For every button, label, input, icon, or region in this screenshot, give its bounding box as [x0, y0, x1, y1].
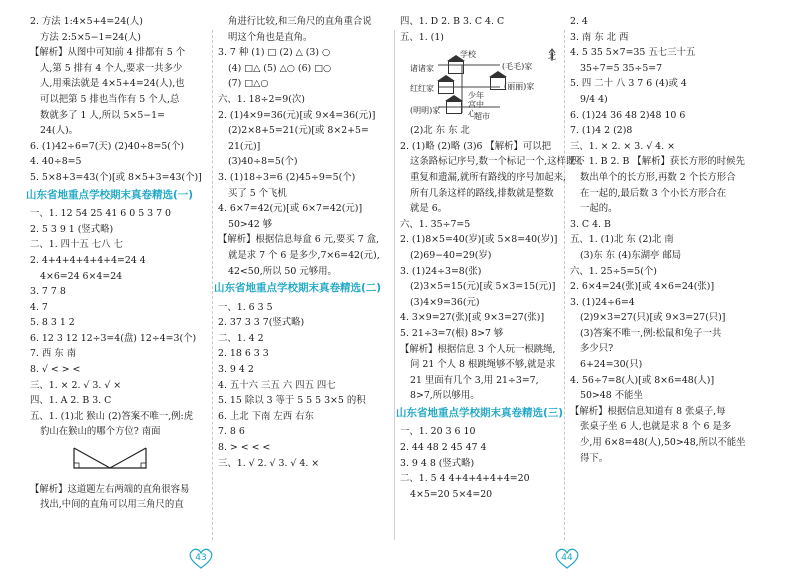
answer-line: 2. 4	[570, 16, 588, 27]
answer-line: 就是求 7 个 6 是多少,7×6=42(元),	[228, 249, 380, 261]
section-title-3: 山东省地重点学校期末真卷精选(三)	[396, 406, 564, 419]
answer-line: 找出,中间的直角可以用三角尺的直	[40, 499, 184, 511]
answer-line: 2. 方法 1:4×5+4=24(人)	[30, 16, 143, 27]
answer-line: (4) □△ (5) △○ (6) □○	[228, 62, 332, 74]
answer-line: 5. 15 除以 3 等于 5 5 5 3×5 的积	[218, 395, 366, 407]
answer-line: 50>48 不能坐	[580, 390, 643, 402]
answer-line: 四、1. D 2. B 3. C 4. C	[400, 16, 505, 27]
col3-answers-after2	[400, 424, 560, 502]
right-angle-figure	[70, 444, 150, 472]
column-4	[570, 14, 770, 466]
page-spine	[394, 30, 395, 540]
answer-line: 6. (1)24 36 48 2)48 10 6	[570, 109, 686, 121]
answer-line: 一、1. 12 54 25 41 6 0 5 3 7 0	[30, 208, 172, 220]
answer-line: 2. 37 3 3 7(竖式略)	[218, 317, 305, 329]
answer-line: 3. 7 种 (1) □ (2) △ (3) ○	[218, 47, 331, 59]
answer-line: 2. 5 3 9 1 (竖式略)	[30, 223, 114, 235]
answer-line: 【解析】根据信息每盒 6 元,要买 7 盒,	[218, 234, 380, 246]
col1-note	[30, 482, 208, 513]
answer-line: 多少只?	[580, 343, 614, 355]
answer-line: (3)答案不唯一,例:松鼠和兔子一共	[580, 327, 722, 339]
answer-line: 【解析】根据信息 3 个人玩一根跳绳,	[400, 343, 556, 355]
answer-line: 42<50,所以 50 元够用。	[228, 265, 337, 277]
answer-line: 6. (1)42÷6=7(天) (2)40÷8=5(个)	[30, 140, 184, 152]
answer-line: 二、1. 四十五 七八 七	[30, 239, 123, 251]
answer-line: 4. 40÷8=5	[30, 156, 82, 168]
answer-line: 50>42 够	[228, 218, 273, 230]
answer-line: 5. 21÷3=7(根) 8>7 够	[400, 327, 504, 339]
answer-line: 2. 18 6 3 3	[218, 348, 269, 360]
answer-line: 明这个角也是直角。	[228, 31, 313, 43]
diagram-label-center: 少年宫中心	[468, 91, 484, 119]
answer-line: 3. 9 4 8 (竖式略)	[400, 457, 475, 469]
column-3	[396, 14, 585, 502]
answer-line: 4. 五十六 三五 六 四五 四七	[218, 379, 336, 391]
answer-line: (2)2×8+5=21(元)[或 8×2+5=	[228, 125, 369, 137]
answer-line: 五、1. (1)	[400, 31, 444, 43]
answer-line: 六、1. 35÷7=5	[400, 218, 471, 230]
answer-line: 在一起的,最后数 3 个小长方形合在	[580, 187, 727, 199]
answer-line: 一、1. 6 3 5	[218, 301, 273, 313]
answer-line: 4. 56÷7=8(人)[或 8×6=48(人)]	[570, 374, 715, 386]
answer-line: 5. 8 3 1 2	[30, 317, 75, 329]
answer-line: (3)4×9=36(元)	[410, 296, 480, 308]
diagram-label-honghong: 红红家	[410, 84, 434, 94]
answer-line: 6. 12 3 12 12÷3=4(盘) 12÷4=3(个)	[30, 332, 197, 344]
answer-line: 一、1. 20 3 6 10	[400, 426, 476, 438]
answer-line: 一起的。	[580, 203, 618, 215]
answer-line: 少,用 6×8=48(人),50>48,所以不能坐	[580, 437, 746, 449]
diagram-label-market: 超市	[474, 112, 490, 122]
answer-line: 数出单个的长方形,再数 2 个长方形合	[580, 171, 736, 183]
page-number-right	[552, 546, 582, 570]
answer-line: 重复和遗漏,就所有路线的序号加起来,	[410, 171, 566, 183]
answer-line: (2)69−40=29(岁)	[410, 249, 492, 261]
answer-line: 8. √ < > <	[30, 364, 81, 376]
answer-line: (2)北 东 东 北	[410, 125, 470, 137]
section-title-2: 山东省地重点学校期末真卷精选(二)	[214, 282, 382, 295]
answer-line: 角进行比较,和三角尺的直角重合说	[228, 16, 372, 27]
answer-line: 三、1. × 2. √ 3. √ ×	[30, 379, 122, 391]
col2-answers-after	[218, 300, 390, 472]
col2-answers	[218, 14, 390, 279]
answer-line: 问 21 个人 8 根跳绳够不够,就是求	[410, 359, 556, 371]
answer-line: 6. 上北 下南 左西 右东	[218, 410, 314, 422]
answer-line: 7. 8 6	[218, 426, 245, 438]
column-divider-2	[564, 30, 565, 540]
answer-line: 【解析】根据信息知道有 8 张桌子,每	[570, 405, 726, 417]
answer-line: 35÷7=5 35÷5=7	[580, 62, 663, 74]
col1-answers	[30, 14, 208, 186]
answer-line: 21 里面有几个 3,用 21÷3=7,	[410, 374, 539, 386]
column-2	[214, 14, 390, 471]
answer-line: 四、1. B 2. B 【解析】获长方形的时候先	[570, 156, 745, 168]
answer-line: 三、1. √ 2. √ 3. √ 4. ×	[218, 457, 320, 469]
answer-line: (2)9×3=27(只)[或 9×3=27(只)]	[580, 312, 726, 324]
answer-line: 五、1. (1)北 东 (2)北 南	[570, 234, 674, 246]
answer-line: 7. 西 东 南	[30, 348, 77, 360]
col3-answers	[400, 14, 560, 45]
answer-line: 4. 3×9=27(张)[或 9×3=27(张)]	[400, 312, 545, 324]
answer-line: 8>7,所以够用。	[410, 390, 480, 402]
answer-line: 21(元)]	[228, 140, 261, 152]
answer-line: 豹山在猴山的哪个方位? 南面	[40, 426, 161, 438]
answer-line: 24(人)。	[40, 125, 78, 137]
answer-line: 4×6=24 6×4=24	[40, 270, 123, 282]
answer-line: 2. 6×4=24(张)[或 4×6=24(张)]	[570, 281, 715, 293]
answer-line: 4×5=20 5×4=20	[410, 488, 493, 500]
answer-line: 二、1. 5 4 4+4+4+4+4=20	[400, 473, 530, 485]
answer-line: 4. 6×7=42(元)[或 6×7=42(元)]	[218, 203, 363, 215]
map-roads	[410, 47, 560, 119]
answer-line: 六、1. 25÷5=5(个)	[570, 265, 657, 277]
answer-line: 6+24=30(只)	[580, 359, 643, 371]
answer-line: 【解析】这道题左右两端的直角很容易	[30, 483, 190, 495]
answer-line: 5. 5×8+3=43(个)[或 8×5+3=43(个)]	[30, 171, 202, 183]
answer-line: 4. 7	[30, 301, 48, 313]
answer-line: 2. 44 48 2 45 47 4	[400, 442, 487, 454]
answer-line: 7. (1)4 2 (2)8	[570, 125, 633, 137]
answer-line: 9/4 4)	[580, 93, 608, 105]
answer-line: 得下。	[580, 452, 609, 464]
answer-line: 3. 7 7 8	[30, 286, 66, 298]
diagram-label-zhuge: 诸诸家	[410, 64, 434, 74]
answer-line: 3. 南 东 北 西	[570, 31, 629, 43]
col4-answers	[570, 14, 770, 466]
column-1	[26, 14, 208, 513]
answer-line: 2. (1)4×9=36(元)[或 9×4=36(元)]	[218, 109, 376, 121]
diagram-label-lili: (丽丽)家	[504, 82, 535, 92]
answer-line: 六、1. 18÷2=9(次)	[218, 93, 305, 105]
answer-line: 2. 4+4+4+4+4+4=24 4	[30, 254, 146, 266]
answer-line: 4. 5 35 5×7=35 五七三十五	[570, 47, 696, 59]
map-diagram	[410, 47, 560, 122]
answer-line: 2. (1)8×5=40(岁)[或 5×8=40(岁)]	[400, 234, 558, 246]
answer-line: 人,第 5 排有 4 个人,要求一共多少	[40, 62, 183, 74]
answer-line: 8. > < < <	[218, 442, 271, 454]
answer-line: 3. (1)24÷6=4	[570, 296, 635, 308]
answer-line: 5. 四 二十 八 3 7 6 (4)或 4	[570, 78, 687, 90]
answer-line: (3)东 东 (4)东湖亭 邮局	[580, 249, 682, 261]
section-title-1: 山东省地重点学校期末真卷精选(一)	[26, 188, 194, 201]
answer-line: 二、1. 4 2	[218, 332, 264, 344]
answer-line: (2)3×5=15(元)[或 5×3=15(元)]	[410, 281, 556, 293]
answer-line: 3. 9 4 2	[218, 364, 254, 376]
answer-line: 可以把第 5 排也当作有 5 个人,总	[40, 93, 180, 105]
answer-line: 2. (1)略 (2)略 (3)6 【解析】可以把	[400, 140, 552, 152]
page-number-left-text: 43	[195, 553, 207, 563]
answer-line: 所有几条这样的路线,排数就是整数	[410, 187, 554, 199]
diagram-label-north: 北	[548, 52, 556, 62]
page-number-right-text: 44	[561, 553, 573, 563]
answer-line: 3. C 4. B	[570, 218, 611, 230]
answer-line: (3)40÷8=5(个)	[228, 156, 298, 168]
answer-line: 就是 6。	[410, 203, 448, 215]
diagram-label-school: 学校	[460, 50, 476, 60]
answer-line: 人,用乘法就是 4×5+4=24(人),也	[40, 78, 185, 90]
answer-line: 张桌子坐 6 人,也就是求 8 个 6 是多	[580, 421, 732, 433]
answer-line: 【解析】从图中可知前 4 排都有 5 个	[30, 47, 186, 59]
answer-line: 数就多了 1 人,所以 5×5−1=	[40, 109, 165, 121]
answer-line: 3. (1)18÷3=6 (2)45÷9=5(个)	[218, 171, 356, 183]
answer-line: (7) □△○	[228, 78, 269, 90]
answer-line: 三、1. × 2. × 3. √ 4. ×	[570, 140, 675, 152]
page-number-left	[186, 546, 216, 570]
col1-answers-after	[30, 206, 208, 440]
answer-line: 四、1. A 2. B 3. C	[30, 395, 112, 407]
answer-line: 这条路标记序号,数一个标记一个,这样既不	[410, 156, 585, 168]
answer-line: 方法 2:5×5−1=24(人)	[40, 31, 141, 43]
col3-answers-after	[400, 123, 585, 404]
answer-line: 五、1. (1)北 猴山 (2)答案不唯一,例:虎	[30, 410, 194, 422]
diagram-label-mingming: (明明)家	[410, 106, 441, 116]
answer-line: 3. (1)24÷3=8(张)	[400, 265, 482, 277]
answer-line: 买了 5 个飞机	[228, 187, 287, 199]
column-divider-1	[212, 30, 213, 540]
diagram-label-mao: (毛毛)家	[502, 62, 533, 72]
